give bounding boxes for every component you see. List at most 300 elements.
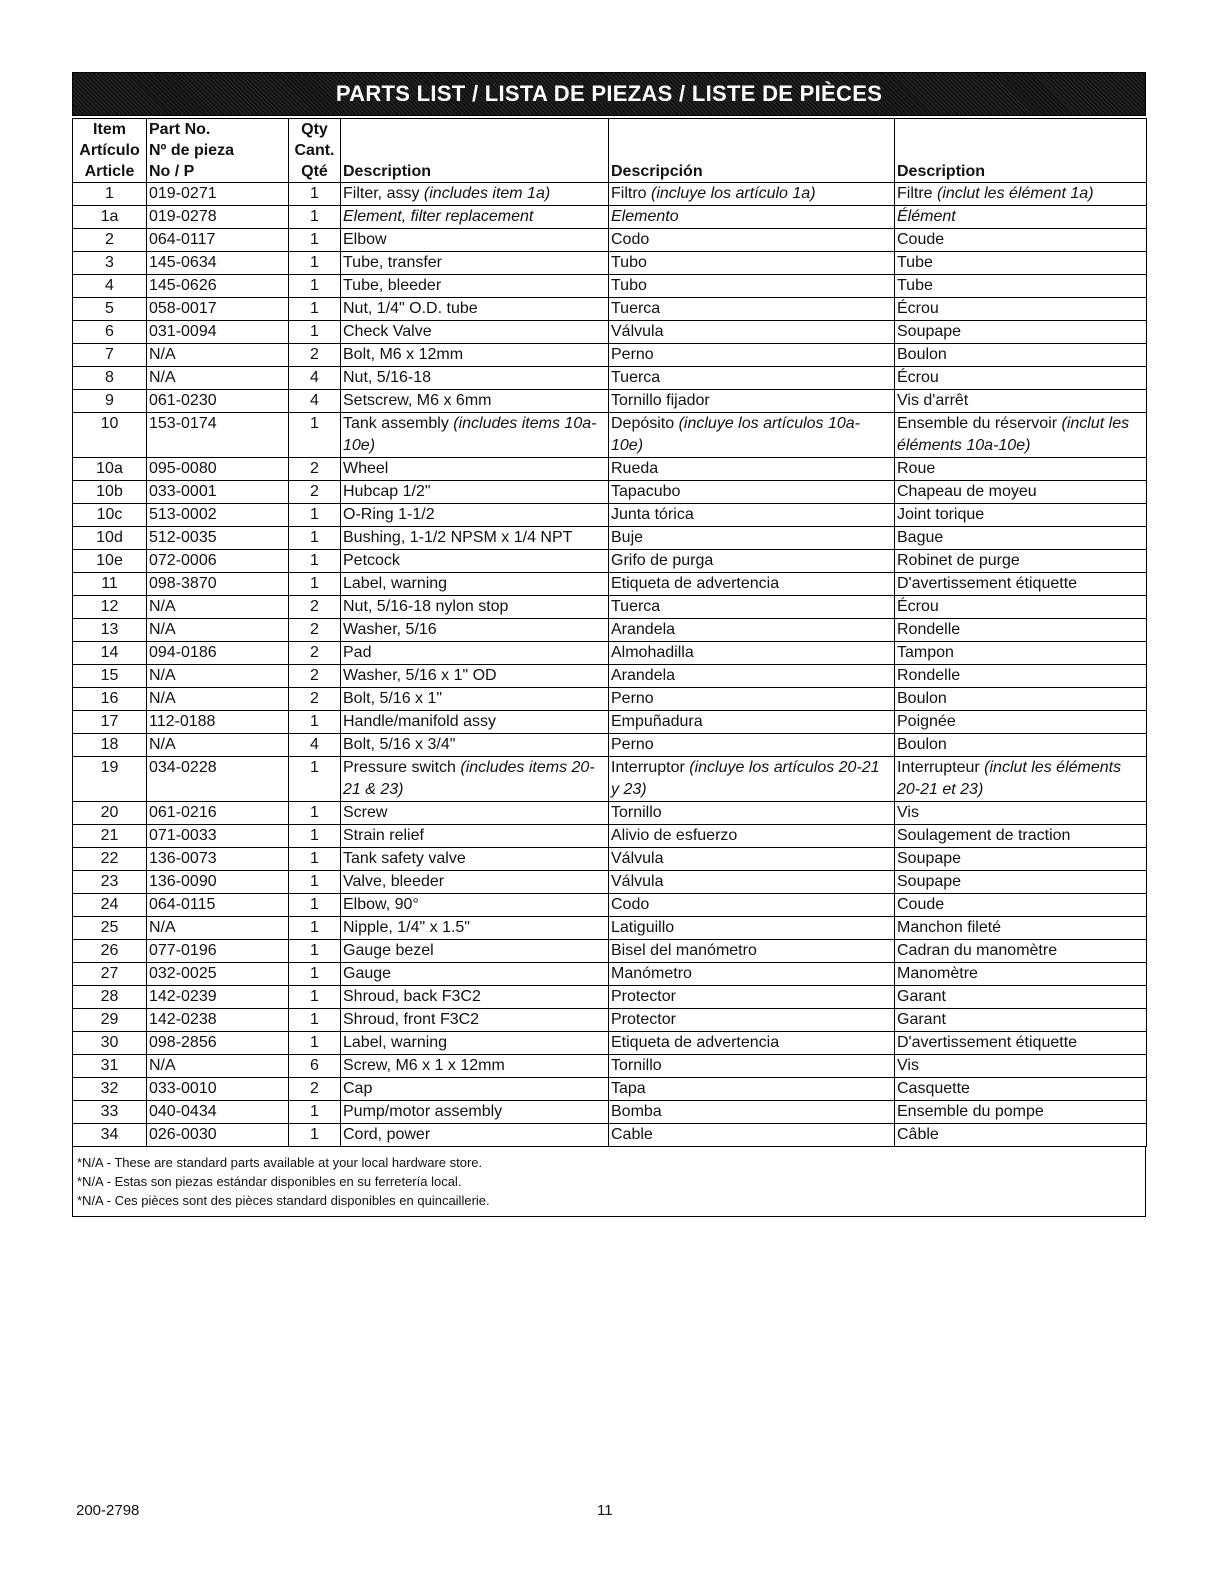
table-row [73,986,1147,1009]
description-en-cell [341,550,609,573]
item-cell [73,848,147,871]
qty-cell-text: 1 [310,988,319,1005]
description-fr-cell [895,1124,1147,1147]
item-cell-text: 10a [96,460,123,477]
description-fr-cell-text: Écrou [897,369,939,386]
qty-cell [289,550,341,573]
note-es: *N/A - Estas son piezas estándar disponibles en su ferretería local. [77,1174,462,1189]
item-cell [73,321,147,344]
item-cell-text: 10c [96,506,123,523]
description-fr-cell [895,1055,1147,1078]
description-fr-cell-text: Garant [897,988,946,1005]
table-row [73,1009,1147,1032]
header-qty-fr: Qté [301,163,328,180]
part-number-cell-text: 112-0188 [149,713,216,730]
qty-cell-text: 1 [310,506,319,523]
qty-cell-text: 1 [310,873,319,890]
item-cell-text: 32 [100,1080,119,1097]
description-en-cell-note: (includes items 20-21 & 23) [343,759,595,798]
description-en-cell-text: Petcock [343,552,400,569]
qty-cell-text: 1 [310,254,319,271]
qty-cell-text: 1 [310,277,319,294]
description-es-cell-note: (incluye los artículos 20-21 y 23) [611,759,880,798]
table-row [73,206,1147,229]
description-es-cell [609,619,895,642]
item-cell [73,206,147,229]
qty-cell [289,1078,341,1101]
qty-cell-text: 1 [310,1011,319,1028]
description-es-cell [609,665,895,688]
description-en-cell [341,688,609,711]
description-en-cell-note: (includes item 1a) [423,185,551,202]
item-cell [73,413,147,458]
part-number-cell-text: 034-0228 [149,759,217,776]
description-en-cell-text: Washer, 5/16 x 1" OD [343,667,497,684]
item-cell [73,802,147,825]
description-fr-cell [895,573,1147,596]
part-number-cell-text: 145-0634 [149,254,217,271]
item-cell-text: 25 [100,919,119,936]
table-row [73,550,1147,573]
description-en-cell-text: Bolt, 5/16 x 1" [343,690,443,707]
description-en-cell-note: Element, filter replacement [343,208,534,225]
qty-cell [289,573,341,596]
item-cell-text: 11 [101,575,118,592]
part-number-cell-text: 153-0174 [149,415,217,432]
part-number-cell [147,527,289,550]
item-cell-text: 2 [105,231,114,248]
table-row [73,963,1147,986]
description-fr-cell-text: Bague [897,529,944,546]
item-cell-text: 27 [100,965,119,982]
description-fr-cell [895,688,1147,711]
description-fr-cell-note: (inclut les éléments 20-21 et 23) [897,759,1122,798]
part-number-cell [147,917,289,940]
header-part-en: Part No. [149,121,211,138]
description-fr-cell-text: Câble [897,1126,939,1143]
table-row [73,344,1147,367]
description-es-cell [609,573,895,596]
description-fr-cell [895,275,1147,298]
table-row [73,1101,1147,1124]
description-fr-cell [895,1032,1147,1055]
qty-cell [289,825,341,848]
part-number-cell [147,986,289,1009]
qty-cell-text: 2 [310,621,319,638]
description-en-cell-text: Nut, 5/16-18 nylon stop [343,598,509,615]
description-es-cell [609,642,895,665]
description-fr-cell [895,986,1147,1009]
table-row [73,367,1147,390]
item-cell [73,917,147,940]
description-fr-cell-text: Cadran du manomètre [897,942,1058,959]
qty-cell [289,1055,341,1078]
description-en-cell [341,711,609,734]
header-item [73,119,147,183]
description-fr-cell-text: Tube [897,254,933,271]
part-number-cell [147,963,289,986]
part-number-cell [147,871,289,894]
description-en-cell-text: Gauge [343,965,392,982]
description-es-cell [609,1101,895,1124]
table-row [73,298,1147,321]
item-cell [73,252,147,275]
part-number-cell [147,481,289,504]
part-number-cell [147,596,289,619]
table-row [73,527,1147,550]
description-es-cell-text: Alivio de esfuerzo [611,827,738,844]
part-number-cell-text: 094-0186 [149,644,217,661]
header-part-no [147,119,289,183]
item-cell [73,573,147,596]
part-number-cell [147,711,289,734]
part-number-cell-text: 033-0010 [149,1080,217,1097]
qty-cell [289,642,341,665]
header-qty-es: Cant. [294,142,335,159]
item-cell [73,550,147,573]
item-cell [73,298,147,321]
description-fr-cell [895,413,1147,458]
description-fr-cell-text: Boulon [897,736,947,753]
part-number-cell-text: 032-0025 [149,965,217,982]
table-row [73,665,1147,688]
part-number-cell [147,229,289,252]
item-cell [73,711,147,734]
item-cell-text: 19 [100,759,119,776]
description-en-cell-text: Shroud, back F3C2 [343,988,481,1005]
document-number: 200-2798 [76,1502,140,1519]
description-fr-cell [895,367,1147,390]
description-es-cell-text: Tapa [611,1080,646,1097]
description-es-cell [609,917,895,940]
description-fr-cell-text: Vis d'arrêt [897,392,969,409]
description-es-cell [609,711,895,734]
item-cell [73,619,147,642]
qty-cell-text: 2 [310,1080,319,1097]
qty-cell [289,527,341,550]
item-cell [73,183,147,206]
item-cell-text: 28 [100,988,119,1005]
description-es-cell [609,321,895,344]
description-en-cell-text: Label, warning [343,1034,448,1051]
item-cell [73,481,147,504]
item-cell [73,1101,147,1124]
part-number-cell [147,734,289,757]
description-en-cell-text: Tank assembly [343,415,454,432]
qty-cell [289,252,341,275]
qty-cell-text: 2 [310,644,319,661]
item-cell [73,596,147,619]
item-cell [73,940,147,963]
description-en-cell-text: Check Valve [343,323,432,340]
item-cell-text: 23 [100,873,119,890]
description-es-cell-text: Tornillo [611,1057,662,1074]
qty-cell-text: 1 [310,850,319,867]
description-es-cell [609,504,895,527]
description-es-cell [609,596,895,619]
description-es-cell-text: Tornillo fijador [611,392,710,409]
description-es-cell-text: Empuñadura [611,713,703,730]
description-fr-cell-text: Rondelle [897,621,961,638]
item-cell-text: 7 [105,346,114,363]
table-row [73,688,1147,711]
part-number-cell [147,183,289,206]
description-en-cell [341,1124,609,1147]
description-es-cell-text: Grifo de purga [611,552,714,569]
table-row [73,573,1147,596]
qty-cell-text: 1 [310,300,319,317]
part-number-cell [147,1032,289,1055]
description-en-cell [341,986,609,1009]
part-number-cell [147,894,289,917]
part-number-cell-text: 026-0030 [149,1126,217,1143]
part-number-cell-text: 040-0434 [149,1103,217,1120]
description-es-cell-text: Perno [611,346,654,363]
description-fr-cell-text: Soupape [897,873,962,890]
part-number-cell-text: 098-2856 [149,1034,217,1051]
item-cell [73,986,147,1009]
qty-cell [289,321,341,344]
item-cell-text: 14 [100,644,119,661]
qty-cell-text: 1 [310,896,319,913]
description-es-cell-text: Codo [611,896,650,913]
item-cell-text: 18 [100,736,119,753]
page-number: 11 [597,1502,613,1519]
item-cell [73,229,147,252]
description-en-cell-text: Gauge bezel [343,942,434,959]
table-row [73,940,1147,963]
part-number-cell-text: N/A [149,621,176,638]
description-fr-cell-text: Casquette [897,1080,970,1097]
description-fr-cell-text: Interrupteur [897,759,985,776]
qty-cell-text: 1 [310,1126,319,1143]
description-en-cell [341,275,609,298]
item-cell [73,1078,147,1101]
description-fr-cell [895,1101,1147,1124]
description-es-cell-text: Bisel del manómetro [611,942,757,959]
part-number-cell-text: 071-0033 [149,827,217,844]
description-en-cell-text: Strain relief [343,827,424,844]
description-en-cell [341,481,609,504]
part-number-cell-text: N/A [149,346,176,363]
description-en-cell [341,229,609,252]
description-en-cell-text: Label, warning [343,575,448,592]
description-es-cell-text: Tapacubo [611,483,681,500]
part-number-cell-text: N/A [149,919,176,936]
description-en-cell-text: Screw [343,804,388,821]
part-number-cell [147,1009,289,1032]
description-en-cell [341,825,609,848]
qty-cell [289,344,341,367]
item-cell-text: 31 [100,1057,119,1074]
description-fr-cell-text: D'avertissement étiquette [897,575,1078,592]
qty-cell [289,1101,341,1124]
qty-cell [289,413,341,458]
table-row [73,413,1147,458]
description-en-cell [341,802,609,825]
qty-cell-text: 1 [310,942,319,959]
description-fr-cell-text: Rondelle [897,667,961,684]
description-es-cell-text: Perno [611,690,654,707]
header-qty [289,119,341,183]
part-number-cell [147,848,289,871]
table-row [73,619,1147,642]
description-es-cell [609,481,895,504]
description-en-cell-text: Elbow, 90° [343,896,419,913]
description-es-cell-text: Válvula [611,850,664,867]
description-en-cell [341,596,609,619]
description-fr-cell-text: Boulon [897,690,947,707]
part-number-cell [147,413,289,458]
description-en-cell [341,1032,609,1055]
description-es-cell-note: (incluye los artículos 10a-10e) [611,415,861,454]
description-en-cell [341,734,609,757]
description-en-cell [341,940,609,963]
item-cell-text: 30 [100,1034,119,1051]
qty-cell-text: 2 [310,598,319,615]
description-es-cell [609,825,895,848]
description-en-cell-text: Filter, assy [343,185,424,202]
item-cell-text: 22 [100,850,119,867]
qty-cell-text: 2 [310,667,319,684]
description-es-cell [609,1124,895,1147]
part-number-cell [147,1055,289,1078]
item-cell-text: 34 [100,1126,119,1143]
description-fr-cell-text: Filtre [897,185,937,202]
table-row [73,504,1147,527]
qty-cell-text: 1 [310,713,319,730]
description-en-cell-text: Tube, transfer [343,254,443,271]
qty-cell [289,1009,341,1032]
qty-cell [289,665,341,688]
description-en-cell-text: Wheel [343,460,389,477]
header-item-es: Artículo [79,142,140,159]
description-es-cell-text: Etiqueta de advertencia [611,575,780,592]
description-en-cell [341,642,609,665]
qty-cell [289,963,341,986]
description-es-cell-text: Tuerca [611,598,661,615]
description-en-cell [341,573,609,596]
description-en-cell [341,413,609,458]
parts-body [73,183,1147,1147]
description-es-cell [609,390,895,413]
description-fr-cell-text: Joint torique [897,506,985,523]
description-en-cell [341,206,609,229]
description-es-cell [609,757,895,802]
description-es-cell [609,252,895,275]
part-number-cell-text: N/A [149,369,176,386]
description-es-cell-text: Tuerca [611,300,661,317]
item-cell-text: 4 [105,277,114,294]
table-row [73,894,1147,917]
qty-cell-text: 1 [310,1103,319,1120]
item-cell-text: 10 [100,415,119,432]
description-fr-cell-text: Roue [897,460,936,477]
description-en-cell-text: Nipple, 1/4" x 1.5" [343,919,470,936]
item-cell [73,665,147,688]
item-cell [73,963,147,986]
description-es-cell [609,206,895,229]
part-number-cell [147,825,289,848]
description-fr-cell [895,390,1147,413]
qty-cell [289,504,341,527]
description-fr-cell [895,1078,1147,1101]
description-fr-cell-note: Élément [897,208,956,225]
qty-cell [289,275,341,298]
description-fr-cell [895,229,1147,252]
qty-cell-text: 1 [310,1034,319,1051]
description-fr-cell [895,321,1147,344]
description-fr-cell [895,458,1147,481]
description-es-cell-text: Manómetro [611,965,692,982]
description-en-cell-text: Tube, bleeder [343,277,442,294]
qty-cell [289,1032,341,1055]
part-number-cell [147,321,289,344]
part-number-cell-text: 064-0117 [149,231,216,248]
description-es-cell-text: Válvula [611,873,664,890]
part-number-cell-text: 019-0271 [149,185,217,202]
description-fr-cell-text: Chapeau de moyeu [897,483,1037,500]
description-es-cell [609,734,895,757]
description-en-cell-note: (includes items 10a-10e) [343,415,597,454]
description-en-cell [341,848,609,871]
qty-cell [289,481,341,504]
qty-cell-text: 1 [310,185,319,202]
parts-table [72,118,1147,1147]
description-en-cell [341,1055,609,1078]
description-es-cell [609,802,895,825]
description-es-cell [609,1032,895,1055]
part-number-cell-text: 061-0216 [149,804,217,821]
description-en-cell [341,252,609,275]
qty-cell [289,367,341,390]
description-fr-cell [895,642,1147,665]
part-number-cell-text: 512-0035 [149,529,217,546]
qty-cell [289,1124,341,1147]
qty-cell [289,688,341,711]
item-cell [73,825,147,848]
part-number-cell [147,367,289,390]
part-number-cell-text: 019-0278 [149,208,217,225]
description-fr-cell [895,940,1147,963]
description-fr-cell [895,802,1147,825]
description-es-cell [609,344,895,367]
qty-cell [289,802,341,825]
table-row [73,871,1147,894]
part-number-cell [147,458,289,481]
table-row [73,848,1147,871]
qty-cell-text: 2 [310,460,319,477]
description-es-cell-text: Cable [611,1126,653,1143]
description-es-cell [609,275,895,298]
part-number-cell-text: N/A [149,598,176,615]
qty-cell [289,619,341,642]
description-es-cell-text: Bomba [611,1103,662,1120]
description-en-cell [341,344,609,367]
description-fr-cell [895,481,1147,504]
description-es-cell-text: Perno [611,736,654,753]
table-row [73,802,1147,825]
table-row [73,321,1147,344]
description-es-cell [609,367,895,390]
part-number-cell-text: 033-0001 [149,483,217,500]
description-fr-cell-text: Soupape [897,323,962,340]
qty-cell [289,711,341,734]
description-es-cell [609,229,895,252]
qty-cell-text: 2 [310,483,319,500]
item-cell-text: 1 [105,185,114,202]
part-number-cell [147,1124,289,1147]
